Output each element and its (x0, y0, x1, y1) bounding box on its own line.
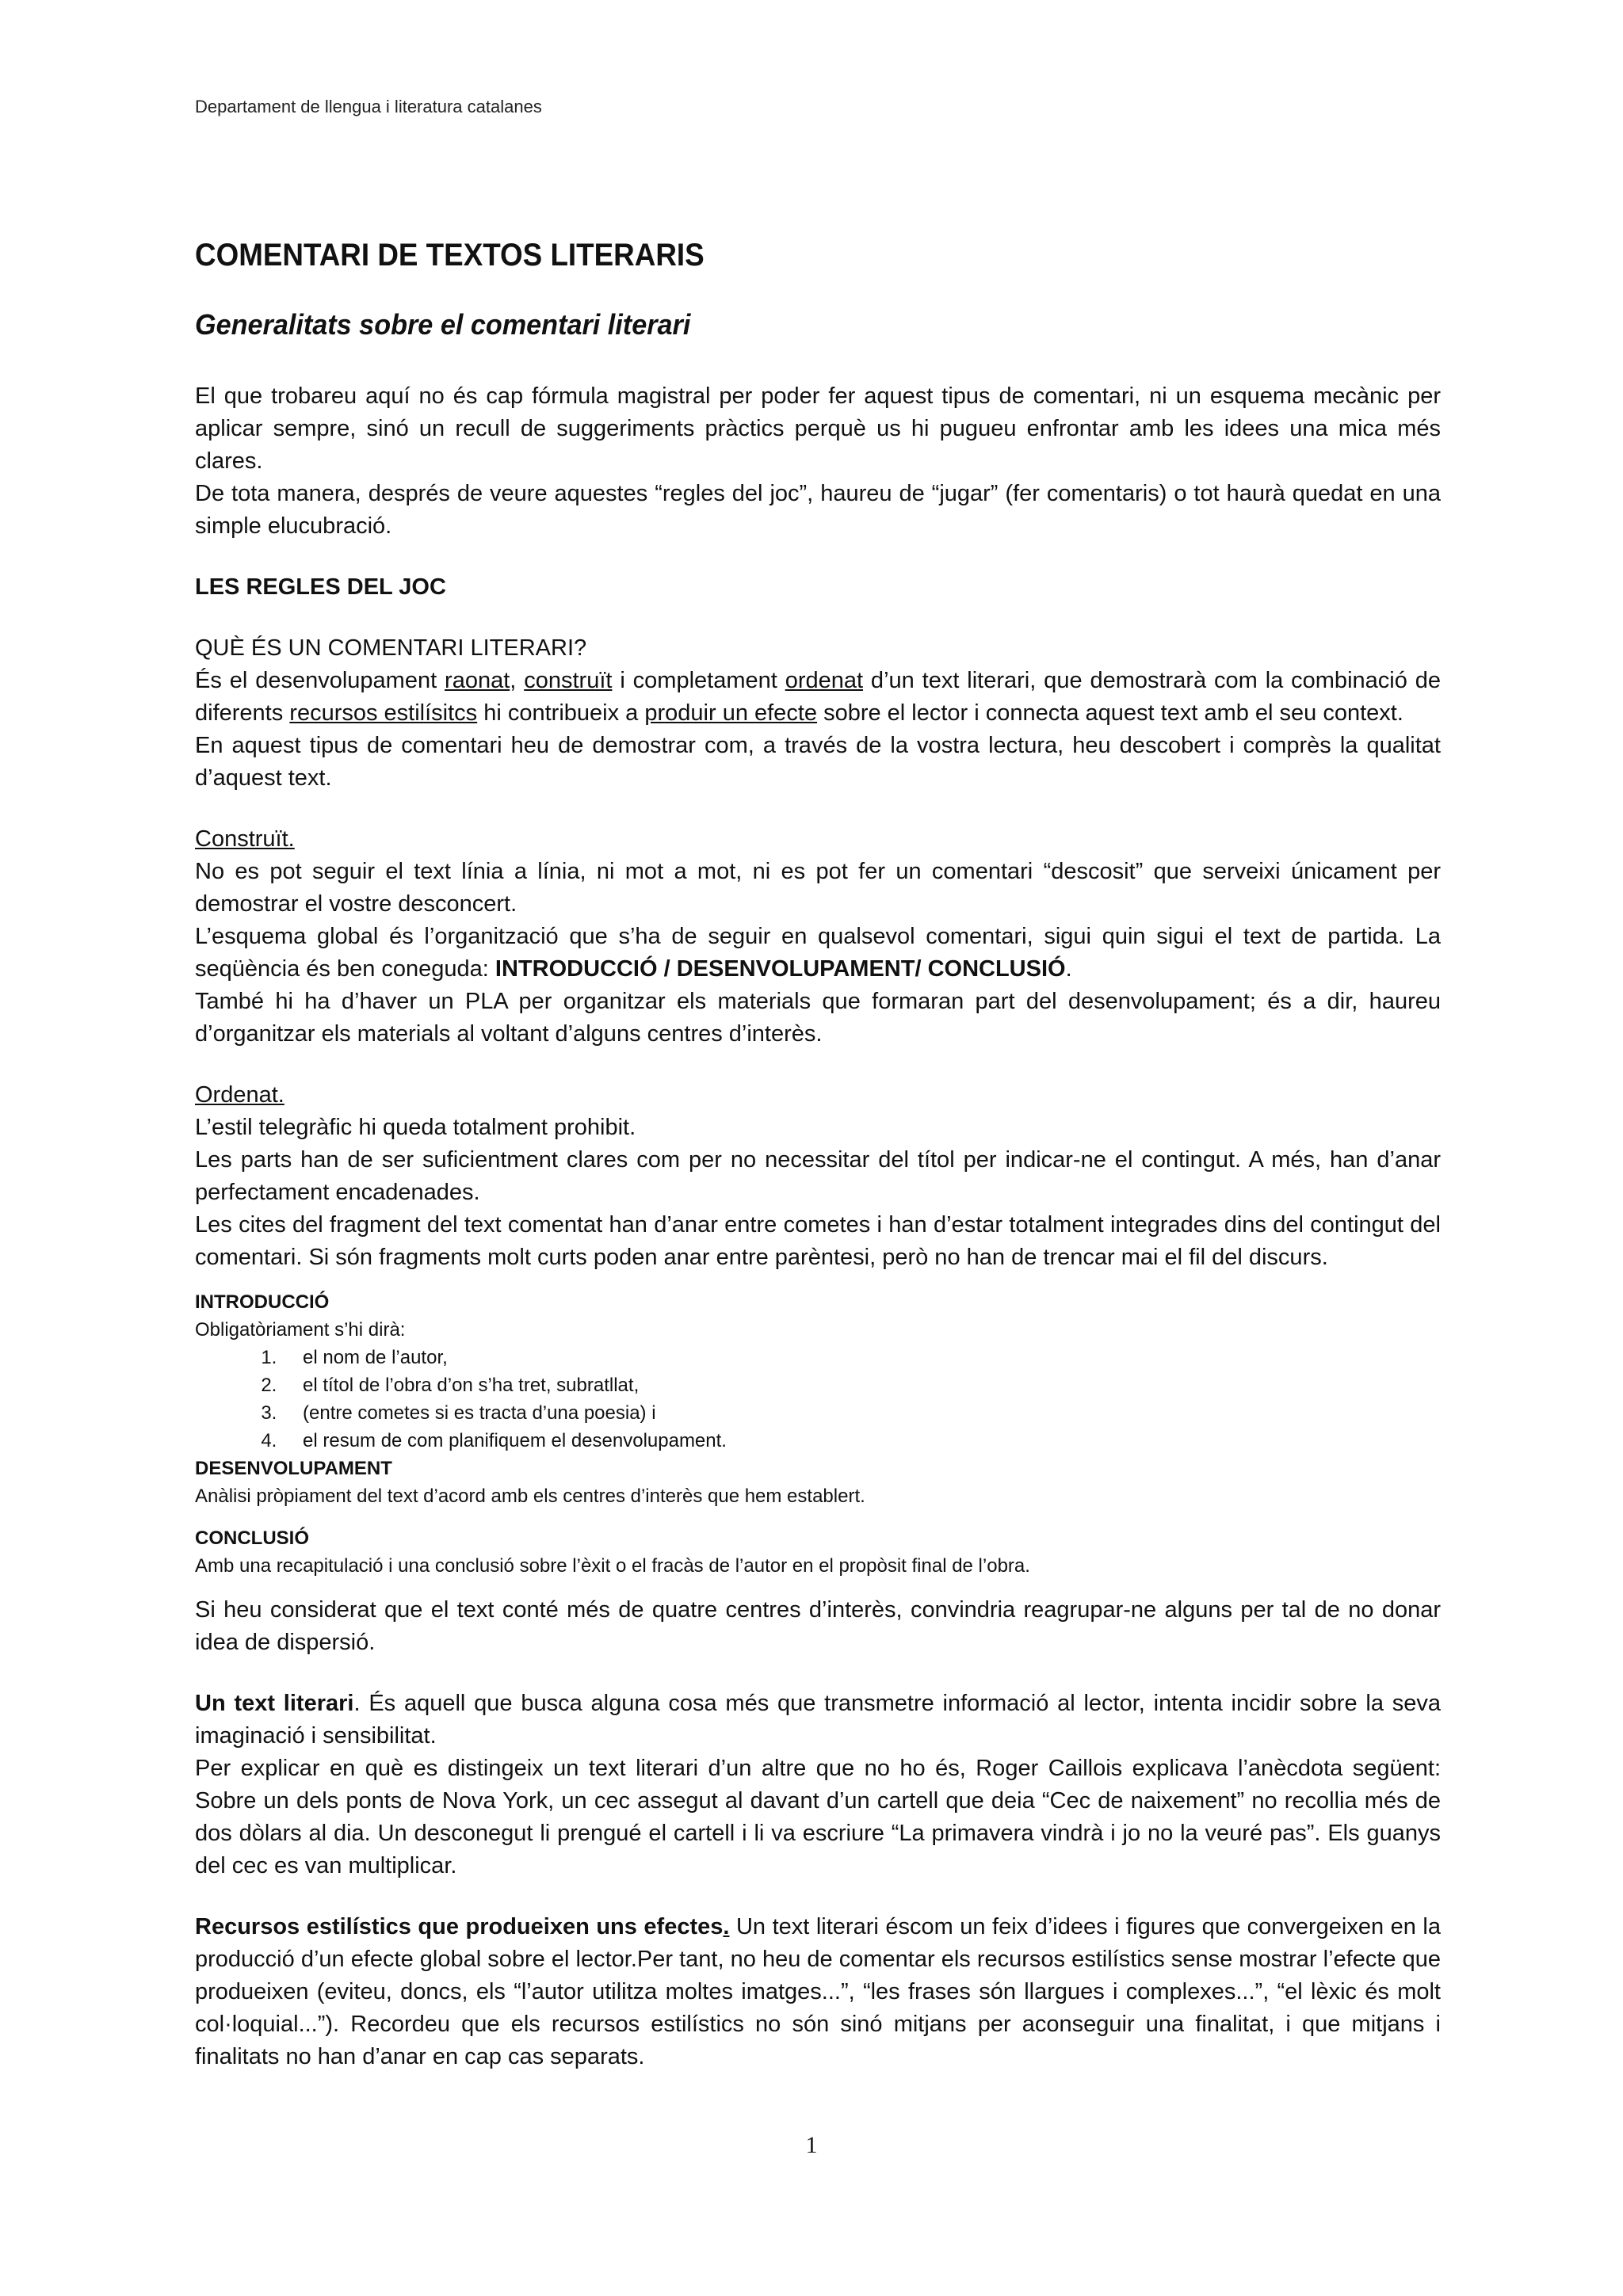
body-paragraph: No es pot seguir el text línia a línia, ni mot a mot, ni es pot fer un comentari “descosit” que serveixi únicament per demostrar el vostre desconcert. (195, 859, 1441, 917)
list-item: 4. el resum de com planifiquem el desenvolupament. (282, 1427, 1441, 1455)
underlined-term: ordenat (785, 668, 864, 693)
definition-paragraph: És el desenvolupament raonat, construït i completament ordenat d’un text literari, que demostrarà com la combinació de diferents recursos estilísitcs hi contribueix a produir un efecte sobre el lector i connecta aquest text amb el seu context. (195, 668, 1441, 726)
underlined-term: raonat (445, 668, 510, 693)
introduccio-heading: INTRODUCCIÓ (195, 1291, 330, 1313)
structure-sequence: INTRODUCCIÓ / DESENVOLUPAMENT/ CONCLUSIÓ (495, 956, 1066, 982)
intro-paragraph: De tota manera, després de veure aquestes “regles del joc”, haureu de “jugar” (fer comentaris) o tot haurà quedat en una simple elucubració. (195, 481, 1441, 539)
page-content (195, 95, 1441, 2073)
underlined-term: produir un efecte (644, 700, 818, 726)
intro-paragraph: El que trobareu aquí no és cap fórmula magistral per poder fer aquest tipus de comentari, ni un esquema mecànic per aplicar sempre, sinó un recull de suggeriments pràctics perquè us hi pugueu enfrontar amb les idees una mica més clares. (195, 383, 1441, 474)
desenvolupament-heading: DESENVOLUPAMENT (195, 1458, 392, 1479)
construit-heading: Construït. (195, 826, 295, 852)
body-paragraph: També hi ha d’haver un PLA per organitzar els materials que formaran part del desenvolupament; és a dir, haureu d’organitzar els materials al voltant d’alguns centres d’interès. (195, 989, 1441, 1047)
desenvolupament-text: Anàlisi pròpiament del text d’acord amb els centres d’interès que hem establert. (195, 1486, 865, 1507)
document-title: COMENTARI DE TEXTOS LITERARIS (195, 238, 705, 273)
text-literari-lead: Un text literari (195, 1691, 354, 1716)
text-literari-paragraph: Un text literari. És aquell que busca alguna cosa més que transmetre informació al lector, intenta incidir sobre la seva imaginació i sensibilitat. (195, 1691, 1441, 1749)
question-heading: QUÈ ÉS UN COMENTARI LITERARI? (195, 635, 587, 661)
body-paragraph: En aquest tipus de comentari heu de demostrar com, a través de la vostra lectura, heu descobert i comprès la qualitat d’aquest text. (195, 733, 1441, 791)
anecdote-paragraph: Per explicar en què es distingeix un text literari d’un altre que no ho és, Roger Caillois explicava l’anècdota següent: Sobre un dels ponts de Nova York, un cec assegut al davant d’un cartell que deia “Cec de naixement” no recollia més de dos dòlars al dia. Un desconegut li prengué el cartell i li va escriure “La primavera vindrà i jo no la veuré pas”. Els guanys del cec es van multiplicar. (195, 1756, 1441, 1878)
conclusio-text: Amb una recapitulació i una conclusió sobre l’èxit o el fracàs de l’autor en el propòsit final de l’obra. (195, 1555, 1030, 1577)
underlined-term: recursos estilísitcs (289, 700, 478, 726)
underlined-term: construït (524, 668, 613, 693)
body-paragraph: Les cites del fragment del text comentat han d’anar entre cometes i han d’estar totalment integrades dins del contingut del comentari. Si són fragments molt curts poden anar entre parèntesi, però no han de trencar mai el fil del discurs. (195, 1212, 1441, 1270)
page-number: 1 (805, 2132, 818, 2158)
body-paragraph: L’esquema global és l’organització que s’ha de seguir en qualsevol comentari, sigui quin sigui el text de partida. La seqüència és ben coneguda: INTRODUCCIÓ / DESENVOLUPAMENT/ CONCLUSIÓ. (195, 924, 1441, 982)
ordenat-heading: Ordenat. (195, 1082, 285, 1108)
list-item: 1. el nom de l’autor, (282, 1344, 1441, 1371)
document-subtitle: Generalitats sobre el comentari literari (195, 308, 691, 341)
conclusio-heading: CONCLUSIÓ (195, 1527, 309, 1549)
recursos-lead: Recursos estilístics que produeixen uns efectes (195, 1914, 724, 1939)
introduccio-list (195, 1344, 1441, 1455)
list-item: 2. el títol de l’obra d’on s’ha tret, subratllat, (282, 1371, 1441, 1399)
dispersio-paragraph: Si heu considerat que el text conté més de quatre centres d’interès, convindria reagrupar-ne alguns per tal de no donar idea de dispersió. (195, 1597, 1441, 1655)
recursos-paragraph: Recursos estilístics que produeixen uns efectes. Un text literari éscom un feix d’idees i figures que convergeixen en la producció d’un efecte global sobre el lector.Per tant, no heu de comentar els recursos estilístics sense mostrar l’efecte que produeixen (eviteu, doncs, els “l’autor utilitza moltes imatges...”, “les frases són llargues i complexes...”, “el lèxic és molt col·loquial...”). Recordeu que els recursos estilístics no són sinó mitjans per aconseguir una finalitat, i que mitjans i finalitats no han d’anar en cap cas separats. (195, 1914, 1441, 2069)
body-paragraph: L’estil telegràfic hi queda totalment prohibit. (195, 1115, 636, 1140)
introduccio-lead: Obligatòriament s’hi dirà: (195, 1319, 406, 1341)
rules-heading: LES REGLES DEL JOC (195, 574, 446, 600)
body-paragraph: Les parts han de ser suficientment clares com per no necessitar del títol per indicar-ne el contingut. A més, han d’anar perfectament encadenades. (195, 1147, 1441, 1205)
list-item: 3. (entre cometes si es tracta d’una poesia) i (282, 1399, 1441, 1427)
running-header: Departament de llengua i literatura catalanes (195, 97, 542, 116)
